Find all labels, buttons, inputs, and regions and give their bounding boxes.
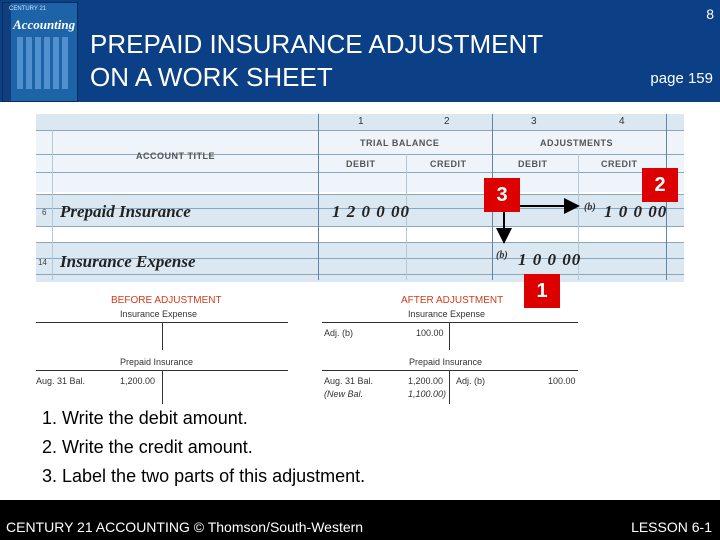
slide-title-line2: ON A WORK SHEET <box>90 62 333 92</box>
tb-debit-amount: 1 2 0 0 00 <box>332 202 410 221</box>
t-account-line <box>449 370 450 404</box>
before-aug31-label: Aug. 31 Bal. <box>36 376 86 386</box>
adjustment-label-b: (b) <box>496 250 508 261</box>
after-adj-b-label-credit: Adj. (b) <box>456 376 486 386</box>
after-adj-b-label: Adj. (b) <box>324 328 354 338</box>
page-reference: page 159 <box>650 70 713 87</box>
t-account-line <box>449 322 450 350</box>
slide-number: 8 <box>706 6 714 22</box>
before-insurance-expense-title: Insurance Expense <box>120 309 198 319</box>
t-account-line <box>322 322 578 323</box>
tb-credit-header: CREDIT <box>430 159 467 169</box>
adj-debit-amount: 1 0 0 00 <box>518 250 582 269</box>
footer-lesson: LESSON 6-1 <box>631 519 712 535</box>
account-title-header: ACCOUNT TITLE <box>136 151 215 161</box>
step-badge-3: 3 <box>484 178 520 212</box>
t-account-line <box>322 370 578 371</box>
book-subtitle: CENTURY 21 <box>9 6 47 12</box>
instruction-step-1: 1. Write the debit amount. <box>42 408 248 428</box>
column-number: 1 <box>358 116 364 127</box>
adjustments-header: ADJUSTMENTS <box>540 138 614 148</box>
adj-debit-header: DEBIT <box>518 159 548 169</box>
after-insurance-expense-title: Insurance Expense <box>408 309 486 319</box>
after-aug31-amount: 1,200.00 <box>408 376 444 386</box>
adj-credit-header: CREDIT <box>601 159 638 169</box>
before-adjustment-header: BEFORE ADJUSTMENT <box>111 295 222 306</box>
row-number: 14 <box>38 258 47 267</box>
after-adj-b-debit-amount: 100.00 <box>416 328 444 338</box>
before-aug31-amount: 1,200.00 <box>120 376 156 386</box>
footer-bar <box>0 500 720 540</box>
book-title: Accounting <box>13 17 76 32</box>
t-account-line <box>162 370 163 404</box>
instruction-step-3: 3. Label the two parts of this adjustment. <box>42 466 366 486</box>
step-badge-1: 1 <box>524 274 560 308</box>
footer-copyright: CENTURY 21 ACCOUNTING © Thomson/South-Western <box>6 519 364 535</box>
account-prepaid-insurance: Prepaid Insurance <box>60 202 191 221</box>
step-badge-2: 2 <box>642 168 678 202</box>
before-prepaid-insurance-title: Prepaid Insurance <box>120 357 194 367</box>
column-number: 2 <box>444 116 450 127</box>
instruction-list <box>42 404 365 491</box>
adj-credit-amount: 1 0 0 00 <box>604 202 668 221</box>
instruction-step-2: 2. Write the credit amount. <box>42 437 253 457</box>
row-number: 6 <box>42 208 47 217</box>
tb-debit-header: DEBIT <box>346 159 376 169</box>
slide-title-line1: PREPAID INSURANCE ADJUSTMENT <box>90 29 544 59</box>
column-number: 3 <box>531 116 537 127</box>
new-balance-amount: 1,100.00) <box>408 389 447 399</box>
account-insurance-expense: Insurance Expense <box>60 252 196 271</box>
column-number: 4 <box>619 116 625 127</box>
adjustment-label-b: (b) <box>584 202 596 213</box>
after-adj-b-credit-amount: 100.00 <box>548 376 576 386</box>
trial-balance-header: TRIAL BALANCE <box>360 138 440 148</box>
t-account-line <box>162 322 163 350</box>
after-aug31-label: Aug. 31 Bal. <box>324 376 374 386</box>
after-prepaid-insurance-title: Prepaid Insurance <box>409 357 483 367</box>
new-balance-label: (New Bal. <box>324 389 364 399</box>
after-adjustment-header: AFTER ADJUSTMENT <box>401 295 504 306</box>
